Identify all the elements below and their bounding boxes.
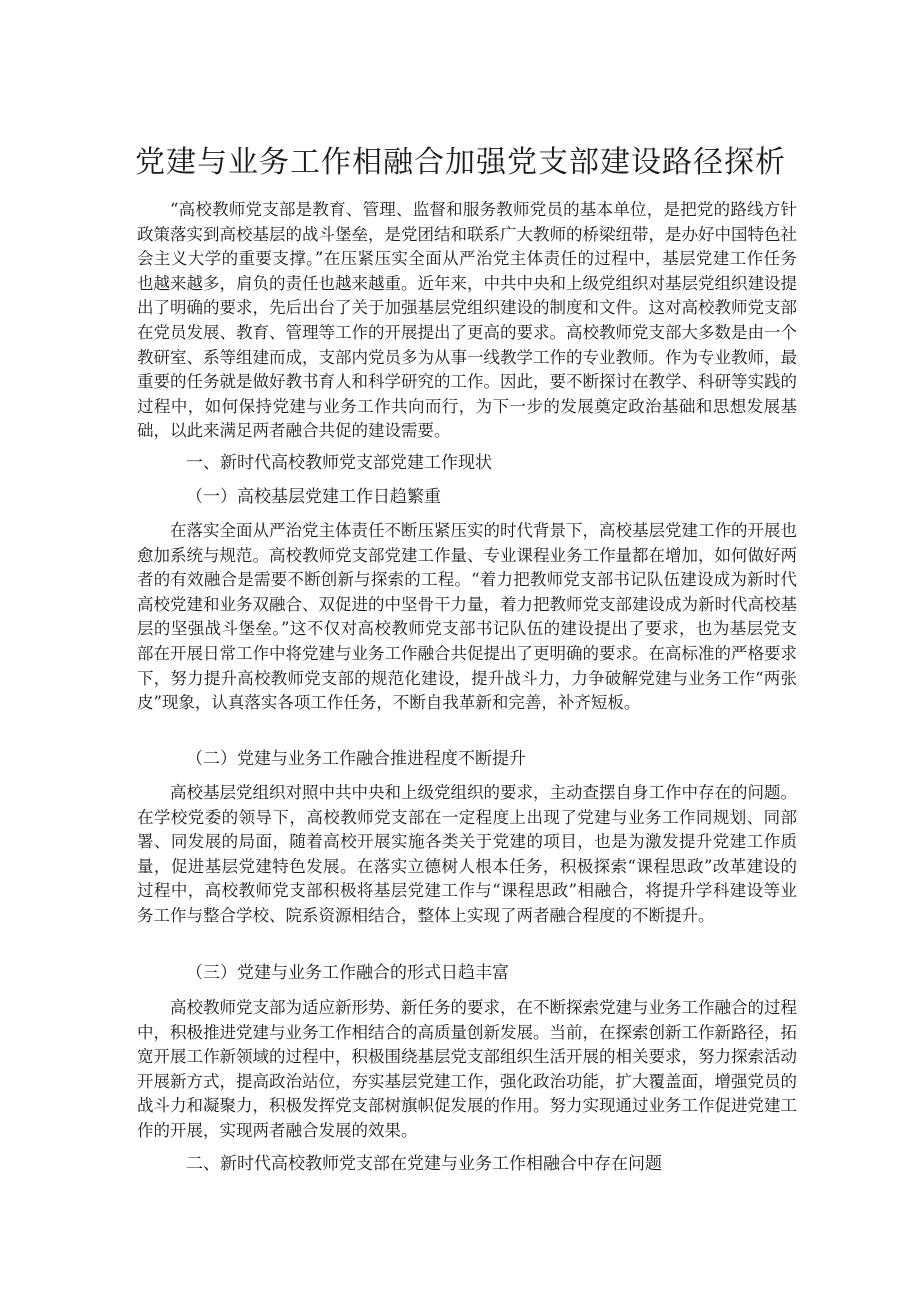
subsection-heading-2: （二）党建与业务工作融合推进程度不断提升 [186,749,526,769]
section-heading-2: 二、新时代高校教师党支部在党建与业务工作相融合中存在问题 [186,1154,662,1174]
subsection-paragraph-1: 在落实全面从严治党主体责任不断压紧压实的时代背景下，高校基层党建工作的开展也愈加系统与规范。高校教师党支部党建工作量、专业课程业务工作量都在增加，如何做好两者的有效融合是需要不断创新与探索的工程。“着力把教师党支部书记队伍建设成为新时代高校党建和业务双融合、双促进的中坚骨干力量，着力把教师党支部建设成为新时代高校基层的坚强战斗堡垒。”这不仅对高校教师党支部书记队伍的建设提出了要求，也为基层党支部在开展日常工作中将党建与业务工作融合共促提出了更明确的要求。在高标准的严格要求下，努力提升高校教师党支部的规范化建设，提升战斗力，力争破解党建与业务工作“两张皮”现象，认真落实各项工作任务，不断自我革新和完善，补齐短板。 [137,521,797,713]
subsection-paragraph-2: 高校基层党组织对照中共中央和上级党组织的要求，主动查摆自身工作中存在的问题。在学校党委的领导下，高校教师党支部在一定程度上出现了党建与业务工作同规划、同部署、同发展的局面，随着高校开展实施各类关于党建的项目，也是为激发提升党建工作质量，促进基层党建特色发展。在落实立德树人根本任务，积极探索“课程思政”改革建设的过程中，高校教师党支部积极将基层党建工作与“课程思政”相融合，将提升学科建设等业务工作与整合学校、院系资源相结合，整体上实现了两者融合程度的不断提升。 [137,783,797,925]
page-title: 党建与业务工作相融合加强党支部建设路径探析 [135,145,786,180]
intro-paragraph: “高校教师党支部是教育、管理、监督和服务教师党员的基本单位，是把党的路线方针政策落实到高校基层的战斗堡垒，是党团结和联系广大教师的桥梁纽带，是办好中国特色社会主义大学的重要支撑。”在压紧压实全面从严治党主体责任的过程中，基层党建工作任务也越来越多，肩负的责任也越来越重。近年来，中共中央和上级党组织对基层党组织建设提出了明确的要求，先后出台了关于加强基层党组织建设的制度和文件。这对高校教师党支部在党员发展、教育、管理等工作的开展提出了更高的要求。高校教师党支部大多数是由一个教研室、系等组建而成，支部内党员多为从事一线教学工作的专业教师。作为专业教师，最重要的任务就是做好教书育人和科学研究的工作。因此，要不断探讨在教学、科研等实践的过程中，如何保持党建与业务工作共向而行，为下一步的发展奠定政治基础和思想发展基础，以此来满足两者融合共促的建设需要。 [137,200,797,441]
subsection-paragraph-3: 高校教师党支部为适应新形势、新任务的要求，在不断探索党建与业务工作融合的过程中，积极推进党建与业务工作相结合的高质量创新发展。当前，在探索创新工作新路径，拓宽开展工作新领域的过程中，积极围绕基层党支部组织生活开展的相关要求，努力探索活动开展新方式，提高政治站位，夯实基层党建工作，强化政治功能，扩大覆盖面，增强党员的战斗力和凝聚力，积极发挥党支部树旗帜促发展的作用。努力实现通过业务工作促进党建工作的开展，实现两者融合发展的效果。 [137,998,797,1140]
subsection-heading-1: （一）高校基层党建工作日趋繁重 [186,487,441,507]
section-heading-1: 一、新时代高校教师党支部党建工作现状 [186,453,492,473]
subsection-heading-3: （三）党建与业务工作融合的形式日趋丰富 [186,963,509,983]
